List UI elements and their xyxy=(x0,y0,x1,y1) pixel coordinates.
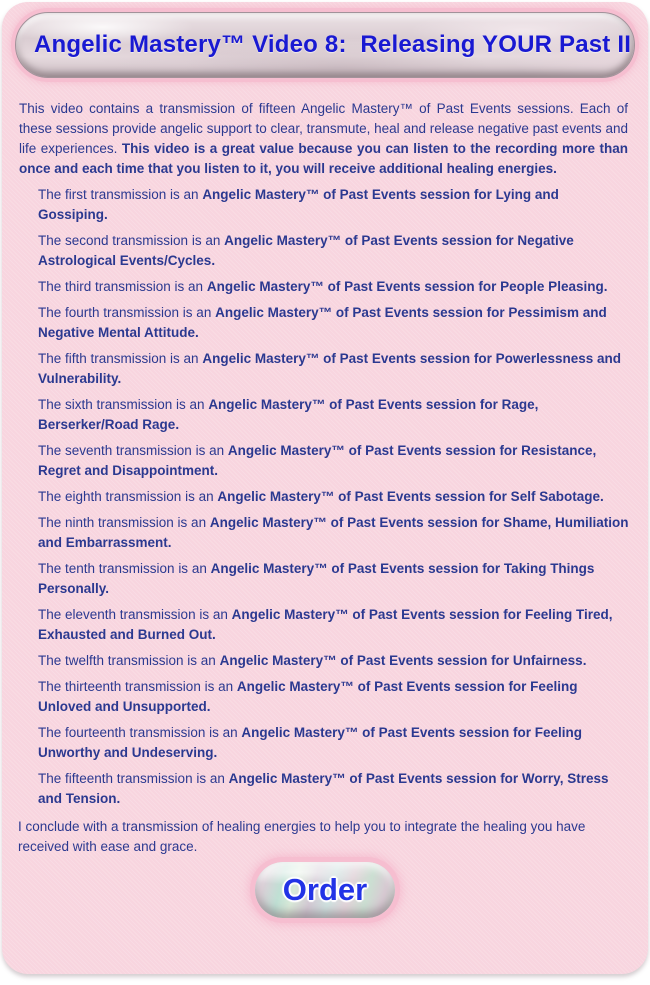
transmission-item xyxy=(38,349,632,389)
transmission-item xyxy=(38,487,632,507)
transmission-item xyxy=(38,769,632,809)
transmission-bold: Angelic Mastery™ of Past Events session for People Pleasing. xyxy=(206,279,608,294)
transmission-bold: Angelic Mastery™ of Past Events session for Rage, Berserker/Road Rage. xyxy=(38,397,539,432)
intro-text-normal: This video contains a transmission of fifteen Angelic Mastery™ of Past Events sessions. Each of these sessions provide angelic support to clear, transmute, heal and release negative past events and life experiences. xyxy=(19,101,628,156)
transmission-prefix: The sixth transmission is an xyxy=(38,397,209,412)
transmission-bold: Angelic Mastery™ of Past Events session for Feeling Unworthy and Undeserving. xyxy=(38,725,582,760)
transmission-item xyxy=(38,651,632,671)
transmission-list xyxy=(2,185,648,809)
transmission-item xyxy=(38,605,632,645)
transmission-prefix: The thirteenth transmission is an xyxy=(38,679,237,694)
transmission-bold: Angelic Mastery™ of Past Events session for Unfairness. xyxy=(219,653,587,668)
transmission-item xyxy=(38,277,632,297)
page-title: Angelic Mastery™ Video 8: Releasing YOUR Past II xyxy=(34,31,632,58)
transmission-prefix: The fourteenth transmission is an xyxy=(38,725,242,740)
transmission-item xyxy=(38,231,632,271)
intro-text-bold: This video is a great value because you can listen to the recording more than once and each time that you listen to it, you will receive additional healing energies. xyxy=(19,141,628,176)
order-button[interactable]: Order xyxy=(255,862,395,918)
transmission-prefix: The third transmission is an xyxy=(38,279,207,294)
transmission-prefix: The fourth transmission is an xyxy=(38,305,216,320)
transmission-bold: Angelic Mastery™ of Past Events session for Worry, Stress and Tension. xyxy=(38,771,609,806)
transmission-prefix: The eighth transmission is an xyxy=(38,489,218,504)
transmission-bold: Angelic Mastery™ of Past Events session for Lying and Gossiping. xyxy=(38,187,559,222)
transmission-prefix: The fifth transmission is an xyxy=(38,351,203,366)
transmission-item xyxy=(38,441,632,481)
order-button-area xyxy=(2,862,648,918)
title-banner xyxy=(15,12,635,78)
transmission-prefix: The second transmission is an xyxy=(38,233,225,248)
closing-paragraph: I conclude with a transmission of healing energies to help you to integrate the healing you have received with ease and grace. xyxy=(18,819,586,854)
transmission-bold: Angelic Mastery™ of Past Events session for Taking Things Personally. xyxy=(38,561,595,596)
transmission-bold: Angelic Mastery™ of Past Events session for Feeling Tired, Exhausted and Burned Out. xyxy=(38,607,613,642)
transmission-prefix: The twelfth transmission is an xyxy=(38,653,220,668)
transmission-bold: Angelic Mastery™ of Past Events session for Negative Astrological Events/Cycles. xyxy=(38,233,574,268)
transmission-item xyxy=(38,303,632,343)
transmission-prefix: The tenth transmission is an xyxy=(38,561,211,576)
transmission-item xyxy=(38,395,632,435)
transmission-bold: Angelic Mastery™ of Past Events session for Feeling Unloved and Unsupported. xyxy=(38,679,578,714)
transmission-item xyxy=(38,723,632,763)
transmission-item xyxy=(38,185,632,225)
page-card xyxy=(2,2,648,974)
transmission-prefix: The eleventh transmission is an xyxy=(38,607,232,622)
transmission-bold: Angelic Mastery™ of Past Events session for Self Sabotage. xyxy=(217,489,604,504)
transmission-prefix: The first transmission is an xyxy=(38,187,203,202)
transmission-prefix: The fifteenth transmission is an xyxy=(38,771,229,786)
transmission-item xyxy=(38,677,632,717)
intro-paragraph xyxy=(19,99,628,179)
transmission-bold: Angelic Mastery™ of Past Events session for Powerlessness and Vulnerability. xyxy=(38,351,621,386)
transmission-bold: Angelic Mastery™ of Past Events session for Pessimism and Negative Mental Attitude. xyxy=(38,305,607,340)
transmission-bold: Angelic Mastery™ of Past Events session for Shame, Humiliation and Embarrassment. xyxy=(38,515,629,550)
transmission-bold: Angelic Mastery™ of Past Events session for Resistance, Regret and Disappointment. xyxy=(38,443,597,478)
transmission-prefix: The seventh transmission is an xyxy=(38,443,228,458)
transmission-item xyxy=(38,513,632,553)
transmission-item xyxy=(38,559,632,599)
transmission-prefix: The ninth transmission is an xyxy=(38,515,210,530)
